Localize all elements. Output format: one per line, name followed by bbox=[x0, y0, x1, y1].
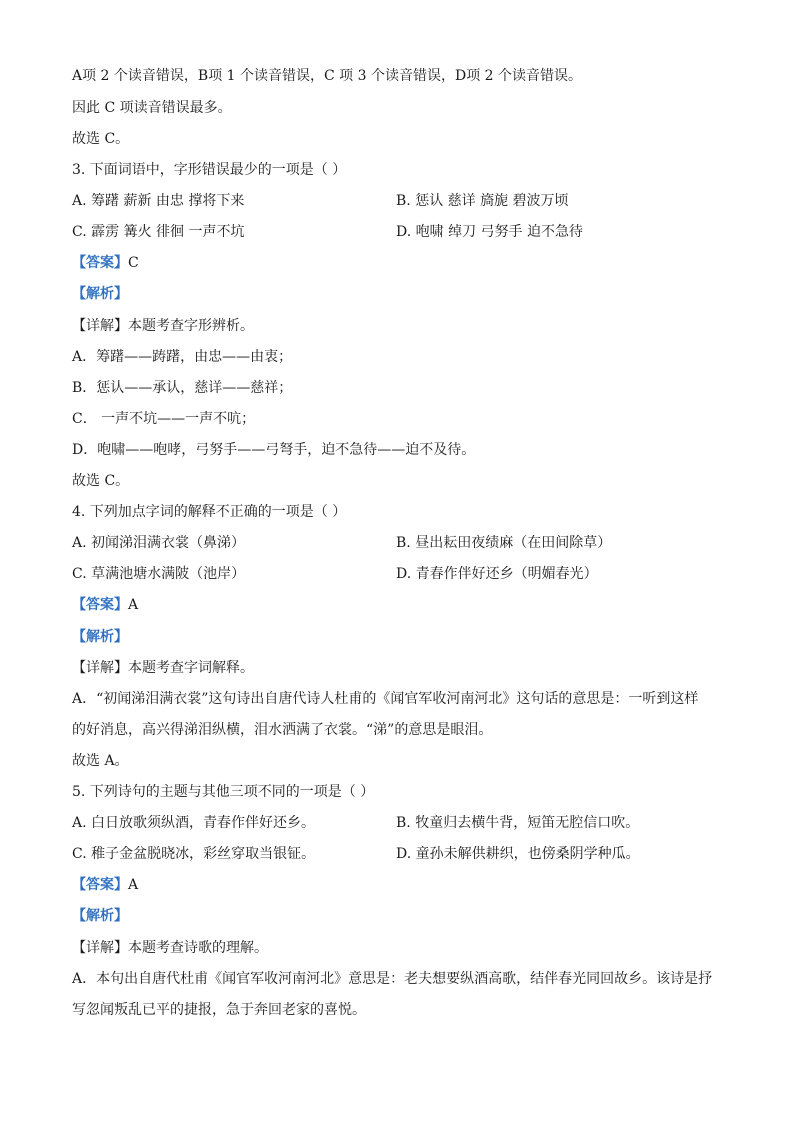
q3-answer bbox=[72, 253, 139, 273]
q4-option-a: A. 初闻涕泪满衣裳（鼻涕） bbox=[72, 535, 246, 551]
paragraph: A项 2 个读音错误，B项 1 个读音错误，C 项 3 个读音错误，D项 2 个读音错误。 bbox=[72, 68, 583, 84]
q4-detail-line: A．“初闻涕泪满衣裳”这句诗出自唐代诗人杜甫的《闻官军收河南河北》这句话的意思是：一听到这样 bbox=[72, 691, 699, 707]
paragraph: 因此 C 项读音错误最多。 bbox=[72, 100, 232, 116]
detail-text: 本题考查字形辨析。 bbox=[128, 318, 254, 334]
q5-detail-line: A．本句出自唐代杜甫《闻官军收河南河北》意思是：老夫想要纵酒高歌，结伴春光同回故乡。该诗是抒 bbox=[72, 971, 713, 987]
q3-analysis-tag bbox=[72, 284, 128, 304]
question-5: 5. 下列诗句的主题与其他三项不同的一项是（ ） bbox=[72, 784, 375, 800]
detail-tag: 【详解】 bbox=[72, 660, 128, 676]
q3-detail-line: B．惩认——承认，慈详——慈祥； bbox=[72, 380, 293, 396]
q3-option-c: C. 霹雳 篝火 徘徊 一声不坑 bbox=[72, 224, 245, 240]
q5-option-d: D. 童孙未解供耕织，也傍桑阴学种瓜。 bbox=[396, 846, 640, 862]
answer-value: A bbox=[128, 877, 139, 893]
q4-option-c: C. 草满池塘水满陂（池岸） bbox=[72, 566, 246, 582]
analysis-tag: 【解析】 bbox=[72, 286, 128, 302]
detail-tag: 【详解】 bbox=[72, 318, 128, 334]
q3-option-b: B. 惩认 慈详 旖旎 碧波万顷 bbox=[396, 193, 569, 209]
answer-tag: 【答案】 bbox=[72, 255, 128, 271]
answer-tag: 【答案】 bbox=[72, 877, 128, 893]
answer-value: A bbox=[128, 597, 139, 613]
detail-tag: 【详解】 bbox=[72, 940, 128, 956]
q5-option-a: A. 白日放歌须纵酒，青春作伴好还乡。 bbox=[72, 815, 316, 831]
q5-detail-line: 写忽闻叛乱已平的捷报，急于奔回老家的喜悦。 bbox=[72, 1002, 366, 1018]
answer-tag: 【答案】 bbox=[72, 597, 128, 613]
detail-text: 本题考查诗歌的理解。 bbox=[128, 940, 268, 956]
q3-detail bbox=[72, 316, 254, 336]
analysis-tag: 【解析】 bbox=[72, 908, 128, 924]
question-3: 3. 下面词语中，字形错误最少的一项是（ ） bbox=[72, 162, 347, 178]
q3-conclusion: 故选 C。 bbox=[72, 473, 130, 489]
q3-option-a: A. 筹躇 薪新 由忠 撑将下来 bbox=[72, 193, 245, 209]
paragraph: 故选 C。 bbox=[72, 131, 130, 147]
q4-answer bbox=[72, 595, 138, 615]
detail-text: 本题考查字词解释。 bbox=[128, 660, 254, 676]
q5-analysis-tag bbox=[72, 906, 128, 926]
q4-option-d: D. 青春作伴好还乡（明媚春光） bbox=[396, 566, 598, 582]
q5-option-c: C. 稚子金盆脱晓冰，彩丝穿取当银钲。 bbox=[72, 846, 316, 862]
q4-detail bbox=[72, 658, 254, 678]
analysis-tag: 【解析】 bbox=[72, 629, 128, 645]
q4-detail-line: 的好消息，高兴得涕泪纵横，泪水洒满了衣裳。“涕”的意思是眼泪。 bbox=[72, 722, 493, 738]
answer-value: C bbox=[128, 255, 139, 271]
q4-conclusion: 故选 A。 bbox=[72, 753, 129, 769]
q4-option-b: B. 昼出耘田夜绩麻（在田间除草） bbox=[396, 535, 612, 551]
question-4: 4. 下列加点字词的解释不正确的一项是（ ） bbox=[72, 504, 347, 520]
q3-detail-line: D．咆啸——咆哮，弓努手——弓弩手，迫不急待——迫不及待。 bbox=[72, 442, 476, 458]
q5-option-b: B. 牧童归去横牛背，短笛无腔信口吹。 bbox=[396, 815, 640, 831]
q3-detail-line: A．筹躇——踌躇，由忠——由衷； bbox=[72, 349, 293, 365]
q3-detail-line: C． 一声不坑——一声不吭； bbox=[72, 411, 256, 427]
q5-answer bbox=[72, 875, 138, 895]
q3-option-d: D. 咆啸 绰刀 弓努手 迫不急待 bbox=[396, 224, 583, 240]
q4-analysis-tag bbox=[72, 627, 128, 647]
q5-detail bbox=[72, 938, 268, 958]
